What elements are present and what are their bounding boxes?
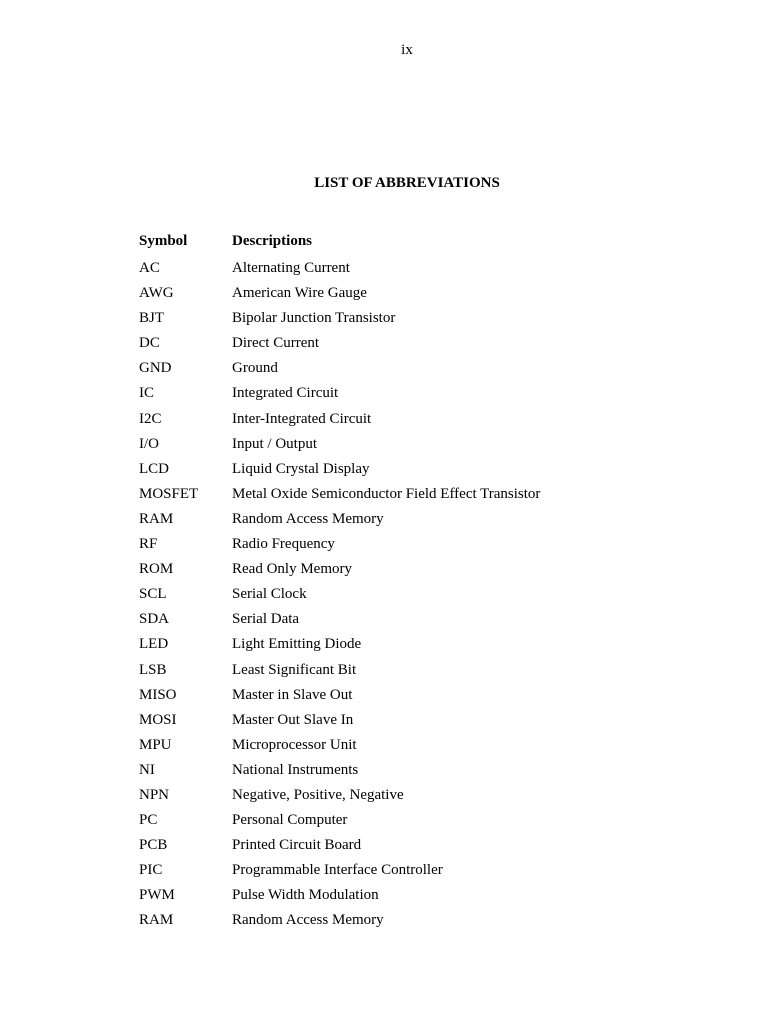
table-row — [139, 735, 540, 760]
abbreviation-description: Liquid Crystal Display — [232, 460, 370, 477]
abbreviation-description: Microprocessor Unit — [232, 736, 357, 753]
abbreviation-symbol: MOSI — [139, 711, 177, 728]
abbreviation-symbol: NI — [139, 761, 155, 778]
description-column-header: Descriptions — [232, 233, 312, 249]
abbreviation-symbol: PWM — [139, 887, 175, 904]
abbreviation-symbol: MISO — [139, 686, 177, 703]
abbreviation-description: Random Access Memory — [232, 912, 384, 929]
table-row — [139, 835, 540, 860]
abbreviation-description: Serial Data — [232, 611, 300, 628]
abbreviation-description: Inter-Integrated Circuit — [232, 410, 372, 427]
abbreviation-description: Ground — [232, 360, 278, 377]
abbreviation-description: Random Access Memory — [232, 510, 384, 527]
abbreviation-description: Negative, Positive, Negative — [232, 786, 404, 803]
table-row — [139, 333, 540, 358]
abbreviation-symbol: MOSFET — [139, 485, 199, 502]
abbreviation-symbol: AC — [139, 260, 160, 276]
table-row — [139, 910, 540, 935]
abbreviation-symbol: PIC — [139, 862, 163, 879]
abbreviation-symbol: I/O — [139, 435, 159, 452]
abbreviation-symbol: RF — [139, 536, 158, 553]
table-row — [139, 634, 540, 659]
abbreviation-description: Printed Circuit Board — [232, 837, 362, 854]
table-row — [139, 660, 540, 685]
table-row — [139, 534, 540, 559]
abbreviation-description: Least Significant Bit — [232, 661, 357, 678]
abbreviation-description: Serial Clock — [232, 586, 307, 603]
abbreviation-symbol: BJT — [139, 310, 165, 327]
abbreviation-description: Programmable Interface Controller — [232, 862, 443, 879]
table-row — [139, 810, 540, 835]
table-row — [139, 358, 540, 383]
abbreviation-symbol: NPN — [139, 786, 170, 803]
abbreviation-symbol: I2C — [139, 410, 162, 427]
abbreviation-symbol: IC — [139, 385, 154, 402]
table-row — [139, 308, 540, 333]
abbreviation-description: Read Only Memory — [232, 561, 352, 578]
table-row — [139, 860, 540, 885]
table-row — [139, 609, 540, 634]
symbol-column-header: Symbol — [139, 233, 188, 249]
table-row — [139, 785, 540, 810]
abbreviation-symbol: PCB — [139, 837, 168, 854]
table-row — [139, 459, 540, 484]
abbreviation-description: Light Emitting Diode — [232, 636, 362, 653]
table-row — [139, 885, 540, 910]
table-row — [139, 283, 540, 308]
abbreviation-symbol: LED — [139, 636, 169, 653]
table-row — [139, 484, 540, 509]
table-row — [139, 409, 540, 434]
abbreviation-symbol: LSB — [139, 661, 167, 678]
abbreviation-symbol: PC — [139, 812, 158, 829]
abbreviation-symbol: ROM — [139, 561, 174, 578]
abbreviation-description: Personal Computer — [232, 812, 348, 829]
abbreviation-description: Master Out Slave In — [232, 711, 354, 728]
page-title: LIST OF ABBREVIATIONS — [314, 175, 500, 191]
abbreviation-symbol: GND — [139, 360, 172, 377]
table-row — [139, 760, 540, 785]
table-row — [139, 383, 540, 408]
abbreviation-description: Input / Output — [232, 435, 317, 452]
page-number: ix — [401, 42, 413, 58]
table-header — [139, 231, 540, 258]
abbreviation-symbol: AWG — [139, 285, 174, 302]
table-row — [139, 584, 540, 609]
abbreviation-symbol: SCL — [139, 586, 167, 603]
abbreviation-description: Bipolar Junction Transistor — [232, 310, 396, 327]
table-row — [139, 685, 540, 710]
abbreviation-description: Radio Frequency — [232, 536, 335, 553]
abbreviation-symbol: MPU — [139, 736, 172, 753]
table-body — [139, 258, 540, 936]
abbreviation-description: American Wire Gauge — [232, 285, 367, 302]
table-row — [139, 559, 540, 584]
abbreviation-symbol: SDA — [139, 611, 170, 628]
abbreviation-description: Alternating Current — [232, 260, 350, 276]
abbreviation-symbol: LCD — [139, 460, 169, 477]
abbreviation-description: Integrated Circuit — [232, 385, 339, 402]
abbreviation-description: Direct Current — [232, 335, 320, 352]
abbreviation-description: Master in Slave Out — [232, 686, 353, 703]
abbreviation-symbol: RAM — [139, 912, 174, 929]
abbreviation-table — [139, 231, 540, 936]
table-row — [139, 434, 540, 459]
abbreviation-description: Pulse Width Modulation — [232, 887, 379, 904]
abbreviation-description: National Instruments — [232, 761, 359, 778]
table-row — [139, 509, 540, 534]
table-row — [139, 710, 540, 735]
abbreviation-description: Metal Oxide Semiconductor Field Effect Transistor — [232, 485, 541, 502]
table-row — [139, 258, 540, 283]
abbreviation-symbol: DC — [139, 335, 160, 352]
abbreviation-symbol: RAM — [139, 510, 174, 527]
